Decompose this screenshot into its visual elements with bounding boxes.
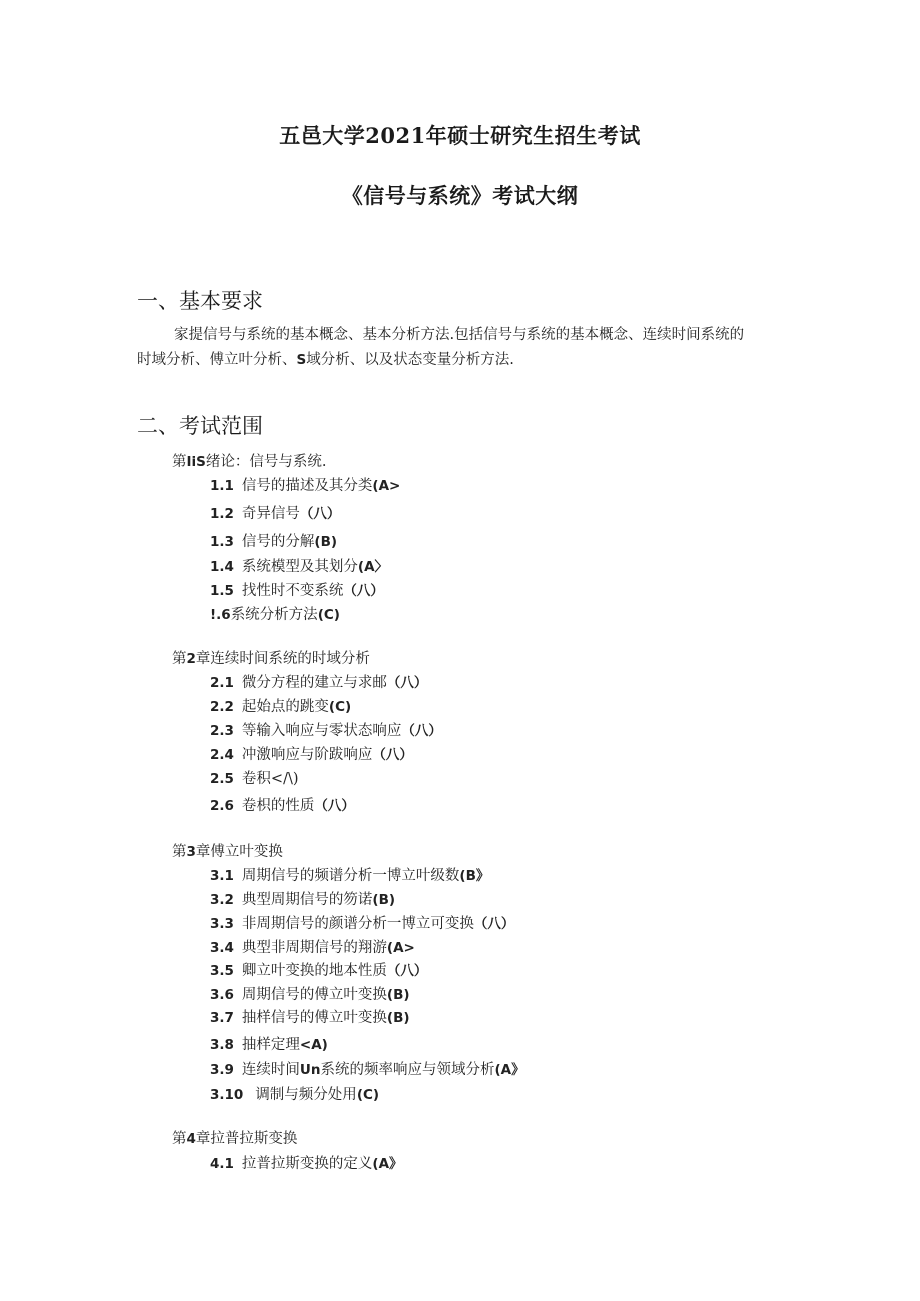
outline-item-1-3: 1.3 信号的分解(B) [210,534,338,550]
outline-item-3-1: 3.1 周期信号的频谱分析一博立叶级数(B》 [210,868,490,884]
document-subtitle: 《信号与系统》考试大纲 [341,183,579,208]
outline-item-1-6: !.6系统分析方法(C) [210,607,340,623]
outline-item-3-4: 3.4 典型非周期信号的翔游(A> [210,940,415,956]
outline-item-1-1: 1.1 信号的描述及其分类(A> [210,478,401,494]
chapter-3-heading: 第3章傅立叶变换 [172,844,283,860]
outline-item-2-3: 2.3 等输入响应与零状态响应（八） [210,723,442,739]
document-title: 五邑大学2021年硕士研究生招生考试 [279,123,641,148]
outline-item-3-2: 3.2 典型周期信号的笏诺(B) [210,892,396,908]
outline-item-3-6: 3.6 周期信号的傅立叶变换(B) [210,987,410,1003]
outline-item-4-1: 4.1 拉普拉斯变换的定义(A》 [210,1156,403,1172]
chapter-1-heading: 第IiS绪论：信号与系统. [172,454,327,470]
paragraph-line-2: 时域分析、傅立叶分析、S域分析、以及状态变量分析方法. [137,352,514,368]
outline-item-1-4: 1.4 系统模型及其划分(A〉 [210,559,389,575]
chapter-4-heading: 第4章拉普拉斯变换 [172,1131,298,1147]
paragraph-line-1: 家提信号与系统的基本概念、基本分析方法.包括信号与系统的基本概念、连续时间系统的 [174,327,745,343]
outline-item-3-5: 3.5 卿立叶变换的地本性质（八） [210,963,428,979]
outline-item-2-2: 2.2 起始点的跳变(C) [210,699,352,715]
outline-item-2-1: 2.1 微分方程的建立与求邮（八） [210,675,428,691]
outline-item-3-7: 3.7 抽样信号的傅立叶变换(B) [210,1010,410,1026]
outline-item-1-5: 1.5 找性时不变系统（八） [210,583,384,599]
section-heading-exam-scope: 二、考试范围 [137,414,263,438]
outline-item-3-9: 3.9 连续时间Un系统的频率响应与领域分析(A》 [210,1062,525,1078]
outline-item-2-5: 2.5 卷积</\) [210,771,299,787]
outline-item-3-10: 3.10 调制与频分处用(C) [210,1087,380,1103]
chapter-2-heading: 第2章连续时间系统的时域分析 [172,651,370,667]
outline-item-2-4: 2.4 冲激响应与阶跋响应（八） [210,747,413,763]
outline-item-3-8: 3.8 抽样定理<A) [210,1037,328,1053]
section-heading-basic-requirements: 一、基本要求 [137,289,263,313]
outline-item-3-3: 3.3 非周期信号的颜谱分析一博立可变换（八） [210,916,515,932]
outline-item-2-6: 2.6 卷枳的性质（八） [210,798,355,814]
outline-item-1-2: 1.2 奇异信号（八） [210,506,341,522]
